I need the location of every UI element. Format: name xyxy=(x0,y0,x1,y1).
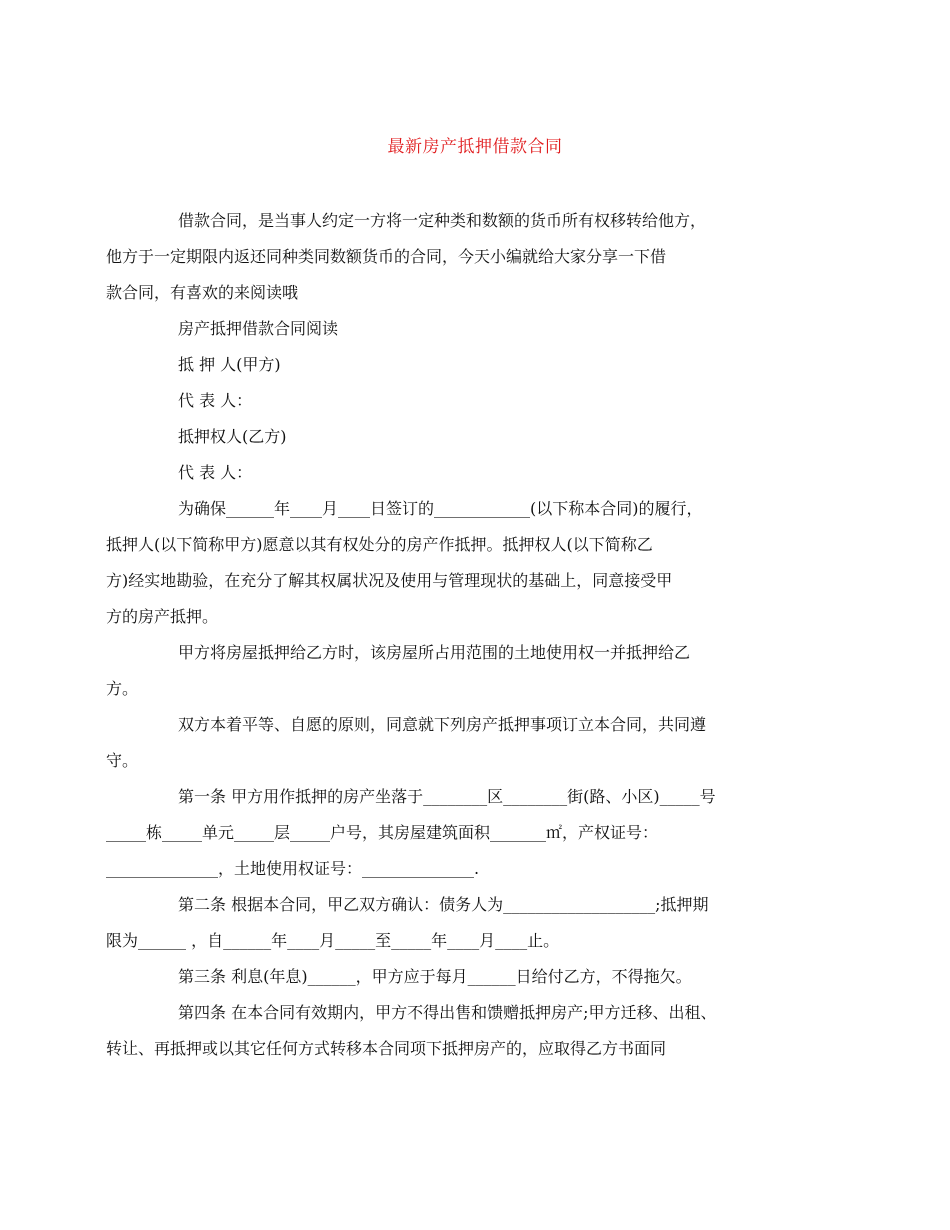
paragraph-article-4 xyxy=(106,995,810,1067)
paragraph-intro xyxy=(106,203,810,311)
text-line: 房产抵押借款合同阅读 xyxy=(178,319,339,338)
text-line: 守。 xyxy=(106,751,139,770)
text-line: 抵 押 人(甲方) xyxy=(178,355,281,374)
text-line: 款合同，有喜欢的来阅读哦 xyxy=(106,283,299,302)
paragraph-representative-b xyxy=(142,455,810,491)
paragraph-heading xyxy=(142,311,810,347)
text-line: 抵押人(以下简称甲方)愿意以其有权处分的房产作抵押。抵押权人(以下简称乙 xyxy=(106,535,653,554)
text-line: 他方于一定期限内返还同种类同数额货币的合同，今天小编就给大家分享一下借 xyxy=(106,247,667,266)
text-line: 双方本着平等、自愿的原则，同意就下列房产抵押事项订立本合同，共同遵 xyxy=(178,715,707,734)
paragraph-principle xyxy=(106,707,810,779)
paragraph-mortgagor xyxy=(142,347,810,383)
paragraph-article-1 xyxy=(106,779,810,887)
paragraph-article-3 xyxy=(142,959,810,995)
text-line: 代 表 人： xyxy=(178,391,253,410)
text-line: 限为______ ，自______年____月_____至_____年____月____止。 xyxy=(106,931,560,950)
document-body xyxy=(106,203,810,1067)
paragraph-representative-a xyxy=(142,383,810,419)
text-line: 第三条 利息(年息)______，甲方应于每月______日给付乙方，不得拖欠。 xyxy=(178,967,692,986)
text-line: 第二条 根据本合同，甲乙双方确认：债务人为___________________;抵押期 xyxy=(178,895,709,914)
text-line: 转让、再抵押或以其它任何方式转移本合同项下抵押房产的，应取得乙方书面同 xyxy=(106,1039,667,1058)
text-line: 甲方将房屋抵押给乙方时，该房屋所占用范围的土地使用权一并抵押给乙 xyxy=(178,643,691,662)
paragraph-article-2 xyxy=(106,887,810,959)
text-line: 方)经实地勘验，在充分了解其权属状况及使用与管理现状的基础上，同意接受甲 xyxy=(106,571,673,590)
text-line: 第四条 在本合同有效期内，甲方不得出售和馈赠抵押房产;甲方迁移、出租、 xyxy=(178,1003,717,1022)
text-line: ______________，土地使用权证号：______________. xyxy=(106,859,480,878)
text-line: 方的房产抵押。 xyxy=(106,607,219,626)
text-line: 第一条 甲方用作抵押的房产坐落于________区________街(路、小区)_____号 xyxy=(178,787,716,806)
text-line: 代 表 人： xyxy=(178,463,253,482)
text-line: 抵押权人(乙方) xyxy=(178,427,287,446)
text-line: 为确保______年____月____日签订的____________(以下称本合同)的履行， xyxy=(178,499,703,518)
paragraph-land-use xyxy=(106,635,810,707)
paragraph-mortgagee xyxy=(142,419,810,455)
text-line: 方。 xyxy=(106,679,139,698)
document-title: 最新房产抵押借款合同 xyxy=(387,137,563,157)
text-line: _____栋_____单元_____层_____户号，其房屋建筑面积_______㎡，产权证号： xyxy=(106,823,659,842)
paragraph-purpose xyxy=(106,491,810,635)
text-line: 借款合同，是当事人约定一方将一定种类和数额的货币所有权移转给他方， xyxy=(178,211,707,230)
